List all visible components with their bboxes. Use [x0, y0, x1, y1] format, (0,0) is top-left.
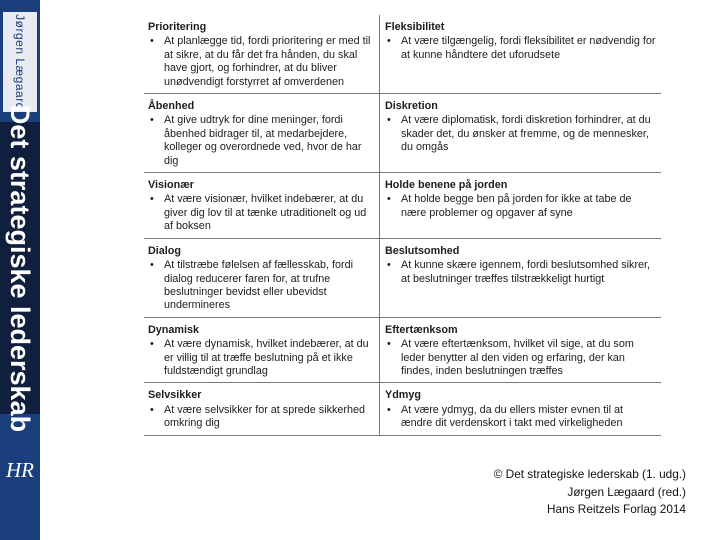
bullet-item [148, 193, 375, 233]
table-cell-left [144, 94, 380, 173]
bullet-icon: • [150, 403, 154, 416]
bullet-item [148, 338, 375, 378]
cell-title: Beslutsomhed [385, 244, 460, 257]
bullet-icon: • [150, 338, 154, 351]
table-cell-right [380, 383, 662, 435]
copyright-caption [426, 466, 686, 519]
cell-text: At være diplomatisk, fordi diskretion forhindrer, at du skader det, du ønsker at fremme, og de mennesker, du omgås [401, 114, 651, 154]
bullet-item [385, 193, 657, 220]
cell-text: At være tilgængelig, fordi fleksibilitet er nødvendig for at kunne håndtere det uforudsete [401, 35, 656, 61]
cell-text: At være eftertænksom, hvilket vil sige, at du som leder benytter al den viden og erfaring, der kan findes, inden beslutningen træffes [401, 338, 634, 377]
bullet-item [148, 404, 375, 431]
cell-text: At være selvsikker for at sprede sikkerhed omkring dig [164, 403, 366, 430]
bullet-icon: • [387, 338, 391, 351]
bullet-icon: • [387, 35, 391, 48]
bullet-item [385, 259, 657, 286]
cell-title: Eftertænksom [385, 323, 458, 336]
spine-author-text: Jørgen Lægaard [13, 14, 27, 110]
table-row [144, 317, 661, 383]
bullet-icon: • [387, 193, 391, 206]
cell-title: Ydmyg [385, 389, 421, 402]
spine-author-label [3, 12, 37, 112]
cell-text: At planlægge tid, fordi prioritering er med til at sikre, at du får det fra hånden, du skal have gjort, og forhindrer, at du bliver unødvendigt forstyrret af omverdenen [164, 35, 371, 88]
cell-title: Selvsikker [148, 389, 202, 402]
table-row [144, 238, 661, 317]
table-cell-right [380, 94, 662, 173]
table-cell-left [144, 15, 380, 94]
bullet-icon: • [150, 259, 154, 272]
cell-text: At holde begge ben på jorden for ikke at tabe de nære problemer og opgaver af syne [401, 193, 632, 219]
table-cell-right [380, 15, 662, 94]
bullet-icon: • [150, 114, 154, 127]
cell-title: Diskretion [385, 100, 438, 113]
publisher-logo-icon: HR [6, 458, 34, 482]
cell-text: At give udtryk for dine meninger, fordi åbenhed bidrager til, at medarbejdere, kolleger og overordnede ved, hvor de har dig [164, 114, 362, 167]
bullet-icon: • [387, 259, 391, 272]
caption-line-editor: Jørgen Lægaard (red.) [567, 484, 686, 499]
bullet-item [385, 404, 657, 431]
cell-title: Dialog [148, 244, 181, 257]
bullet-icon: • [387, 114, 391, 127]
table-cell-left [144, 173, 380, 239]
cell-title: Holde benene på jorden [385, 179, 508, 192]
table-cell-left [144, 317, 380, 383]
table-cell-right [380, 238, 662, 317]
table-cell-left [144, 238, 380, 317]
cell-text: At være dynamisk, hvilket indebærer, at du er villig til at træffe beslutning på et ikke fuldstændigt grundlag [164, 338, 369, 377]
bullet-item [148, 259, 375, 313]
cell-title: Prioritering [148, 21, 207, 33]
table-row [144, 15, 661, 94]
bullet-icon: • [150, 35, 154, 48]
caption-line-publisher: Hans Reitzels Forlag 2014 [546, 502, 686, 516]
cell-text: At være visionær, hvilket indebærer, at du giver dig lov til at tænke utraditionelt og ud af boksen [164, 193, 367, 233]
bullet-item [385, 35, 657, 62]
cell-title: Dynamisk [148, 323, 200, 336]
bullet-icon: • [387, 403, 391, 416]
table-row [144, 383, 661, 435]
table-row [144, 173, 661, 239]
table-cell-right [380, 317, 662, 383]
table-cell-left [144, 383, 380, 435]
leadership-qualities-table [144, 15, 661, 436]
cell-text: At kunne skære igennem, fordi beslutsomhed sikrer, at beslutninger træffes tilstrækkeligt hurtigt [401, 259, 651, 285]
cell-text: At være ydmyg, da du ellers mister evnen til at ændre dit verdenskort i takt med virkeligheden [401, 403, 624, 430]
spine-title-text: Det strategiske lederskab [5, 104, 36, 432]
spine-title-band [0, 104, 40, 432]
bullet-item [148, 114, 375, 168]
caption-line-book: © Det strategiske lederskab (1. udg.) [493, 467, 686, 481]
bullet-item [385, 338, 657, 378]
bullet-item [385, 114, 657, 154]
bullet-icon: • [150, 193, 154, 206]
book-spine-sidebar [0, 0, 40, 540]
table-row [144, 94, 661, 173]
cell-title: Åbenhed [148, 100, 195, 113]
cell-title: Visionær [148, 179, 195, 192]
bullet-item [148, 35, 375, 89]
cell-title: Fleksibilitet [385, 21, 445, 33]
cell-text: At tilstræbe følelsen af fællesskab, fordi dialog reducerer faren for, at trufne beslutninger bevidst eller ubevidst undermineres [164, 259, 354, 312]
table-cell-right [380, 173, 662, 239]
